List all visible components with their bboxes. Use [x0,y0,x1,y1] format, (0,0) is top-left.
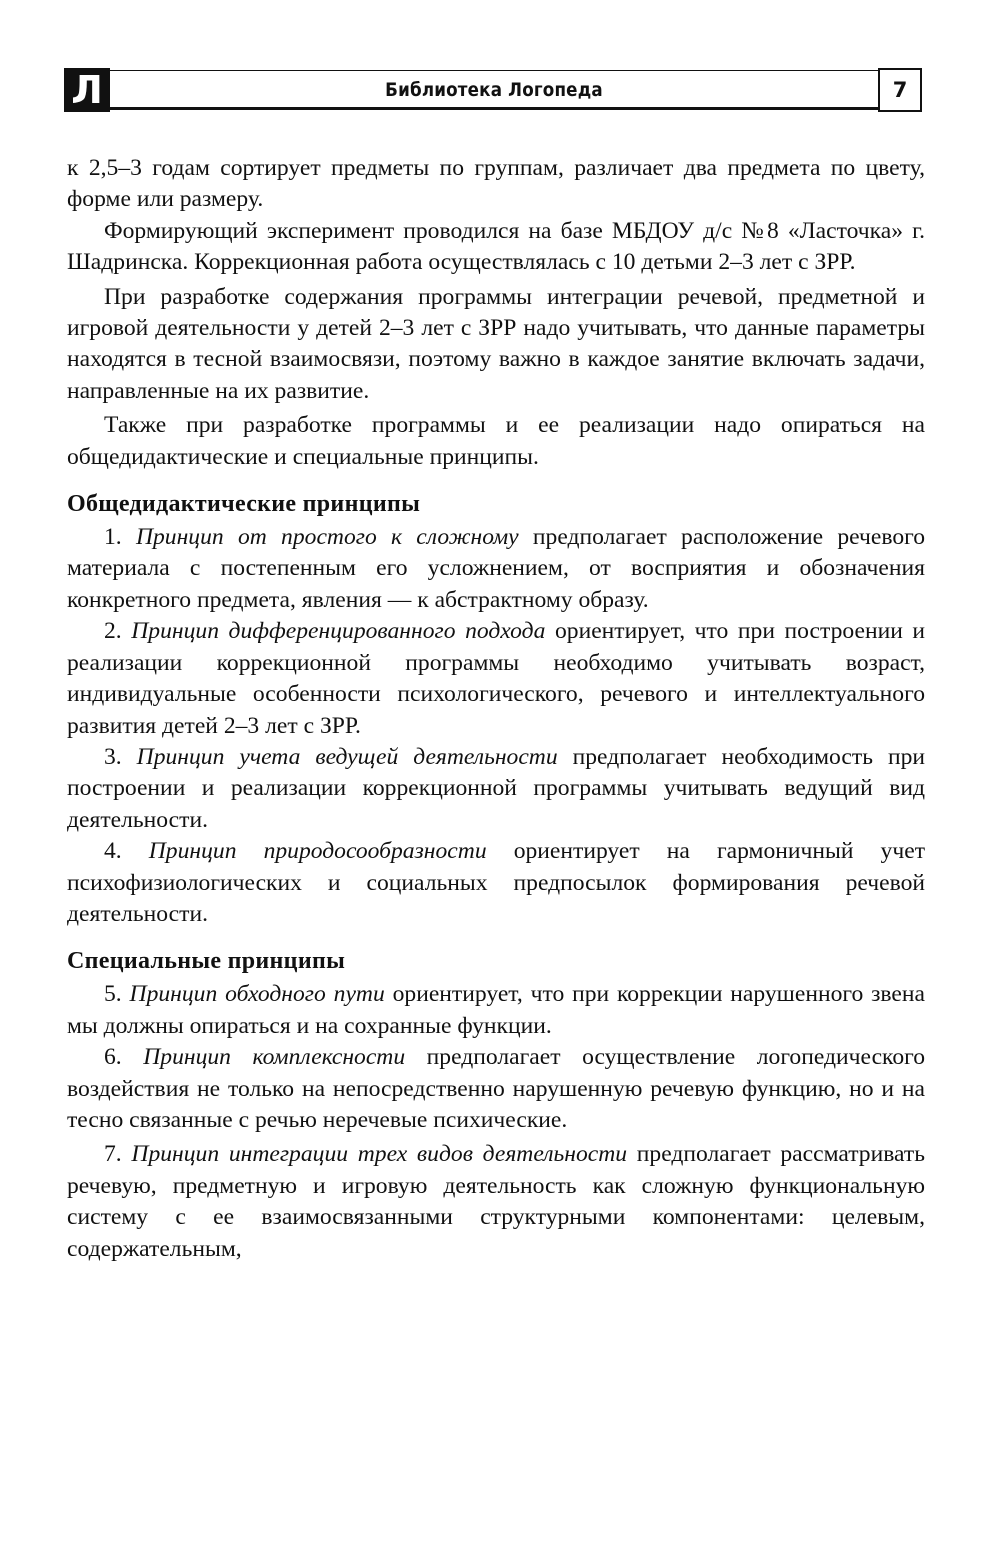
series-logo: Л [64,68,110,112]
principle-item [67,742,925,836]
principle-text: ориентирует, что при построении и реализации коррекционной программы необходимо учитывать возраст, индивидуальные особенности психологического, речевого и интеллектуального развития детей 2–3 лет с ЗРР. [67,618,926,739]
paragraph-principles-intro: Также при разработке программы и ее реализации надо опираться на общедидактические и специальные принципы. [67,412,925,470]
header-rule-bottom [110,107,878,110]
principle-number: 3. [104,743,137,770]
running-header [64,68,922,112]
principle-number: 1. [104,524,136,551]
header-title: Библиотека Логопеда [385,79,603,101]
principle-text: предполагает расположение речевого материала с постепенным его усложнением, от восприятия и обозначения конкретного предмета, явления — к абстрактному образу. [67,524,926,613]
principle-item [67,1139,925,1265]
page-number: 7 [878,68,922,112]
principle-item [67,616,925,742]
principle-term: Принцип от простого к сложному [135,524,519,551]
principle-number: 7. [104,1141,132,1168]
paragraph-program: При разработке содержания программы интеграции речевой, предметной и игровой деятельности у детей 2–3 лет с ЗРР надо учитывать, что данные параметры находятся в тесной взаимосвязи, поэтому важно в каждое занятие включать задачи, направленные на их развитие. [67,283,925,404]
principle-text: ориентирует на гармоничный учет психофизиологических и социальных предпосылок формирования речевой деятельности. [67,838,925,927]
principle-term: Принцип природосообразности [148,838,487,865]
principle-number: 5. [104,981,130,1008]
principle-item [67,1042,925,1136]
section-heading-special: Специальные принципы [67,948,346,975]
principle-term: Принцип дифференцированного подхода [131,618,546,645]
principle-number: 4. [104,838,149,865]
principle-text: предполагает осуществление логопедического воздействия не только на непосредственно нарушенную речевую функцию, но и на тесно связанные с речью неречевые психические. [67,1044,925,1133]
principle-item [67,522,925,616]
paragraph-experiment: Формирующий эксперимент проводился на базе МБДОУ д/с №8 «Ласточка» г. Шадринска. Коррекционная работа осуществлялась с 10 детьми 2–3 лет с ЗРР. [67,217,925,276]
principle-term: Принцип обходного пути [129,981,385,1008]
principle-number: 6. [104,1044,144,1071]
principle-item [67,979,925,1042]
principle-item [67,836,925,930]
principle-text: предполагает необходимость при построении и реализации коррекционной программы учитывать ведущий вид деятельности. [67,743,925,833]
principle-text: ориентирует, что при коррекции нарушенного звена мы должны опираться и на сохранные функции. [67,981,925,1039]
paragraph-continuation: к 2,5–3 годам сортирует предметы по группам, различает два предмета по цвету, форме или размеру. [67,155,925,213]
section-heading-general: Общедидактические принципы [67,491,421,518]
principle-number: 2. [104,618,132,645]
principle-term: Принцип комплексности [143,1044,406,1071]
principle-text: предполагает рассматривать речевую, предметную и игровую деятельность как сложную функциональную систему с ее взаимосвязанными структурными компонентами: целевым, содержательным, [67,1141,925,1262]
principle-term: Принцип учета ведущей деятельности [136,743,558,770]
principle-term: Принцип интеграции трех видов деятельности [131,1141,628,1168]
page-body [67,153,925,1265]
